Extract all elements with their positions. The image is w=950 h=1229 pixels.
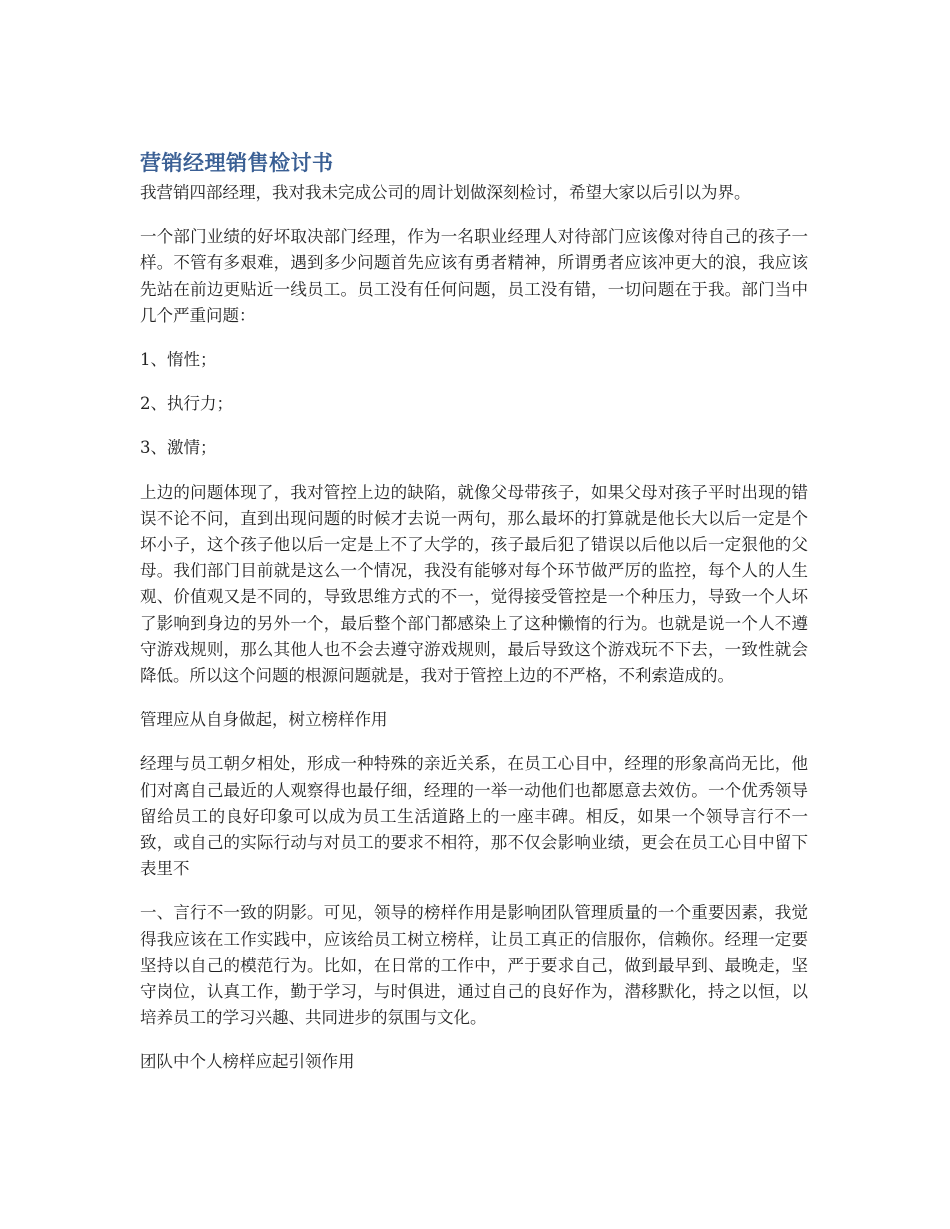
paragraph-intro: 我营销四部经理，我对我未完成公司的周计划做深刻检讨，希望大家以后引以为界。: [140, 183, 751, 202]
section-heading-lead-by-example: 管理应从自身做起，树立榜样作用: [140, 710, 388, 730]
list-item-passion: 3、激情；: [140, 438, 217, 458]
paragraph-department-performance: 一个部门业绩的好坏取决部门经理，作为一名职业经理人对待部门应该像对待自己的孩子一样。不管有多艰难，遇到多少问题首先应该有勇者精神，所谓勇者应该冲更大的浪，我应该先站在前边更贴近一线员工。员工没有任何问题，员工没有错，一切问题在于我。部门当中几个严重问题：: [140, 227, 808, 325]
paragraph-control-defects: 上边的问题体现了，我对管控上边的缺陷，就像父母带孩子，如果父母对孩子平时出现的错误不论不问，直到出现问题的时候才去说一两句，那么最坏的打算就是他长大以后一定是个坏小子，这个孩子他以后一定是上不了大学的，孩子最后犯了错误以后他以后一定狠他的父母。我们部门目前就是这么一个情况，我没有能够对每个环节做严厉的监控，每个人的人生观、价值观又是不同的，导致思维方式的不一，觉得接受管控是一个种压力，导致一个人坏了影响到身边的另外一个，最后整个部门都感染上了这种懒惰的行为。也就是说一个人不遵守游戏规则，那么其他人也不会去遵守游戏规则，最后导致这个游戏玩不下去，一致性就会降低。所以这个问题的根源问题就是，我对于管控上边的不严格，不利索造成的。: [140, 482, 808, 686]
list-item-inertia: 1、惰性；: [140, 350, 217, 370]
paragraph-consistency: 一、言行不一致的阴影。可见，领导的榜样作用是影响团队管理质量的一个重要因素，我觉得我应该在工作实践中，应该给员工树立榜样，让员工真正的信服你，信赖你。经理一定要坚持以自己的模范行为。比如，在日常的工作中，严于要求自己，做到最早到、最晚走，坚守岗位，认真工作，勤于学习，与时俱进，通过自己的良好作为，潜移默化，持之以恒，以培养员工的学习兴趣、共同进步的氛围与文化。: [140, 903, 808, 1028]
document-body: [140, 146, 808, 1094]
section-heading-team-role-model: 团队中个人榜样应起引领作用: [140, 1052, 355, 1072]
paragraph-manager-role-model: 经理与员工朝夕相处，形成一种特殊的亲近关系，在员工心目中，经理的形象高尚无比，他们对离自己最近的人观察得也最仔细，经理的一举一动他们也都愿意去效仿。一个优秀领导留给员工的良好印象可以成为员工生活道路上的一座丰碑。相反，如果一个领导言行不一致，或自己的实际行动与对员工的要求不相符，那不仅会影响业绩，更会在员工心目中留下表里不: [140, 754, 808, 879]
document-title: 营销经理销售检讨书: [140, 151, 334, 175]
list-item-execution: 2、执行力；: [140, 394, 233, 414]
